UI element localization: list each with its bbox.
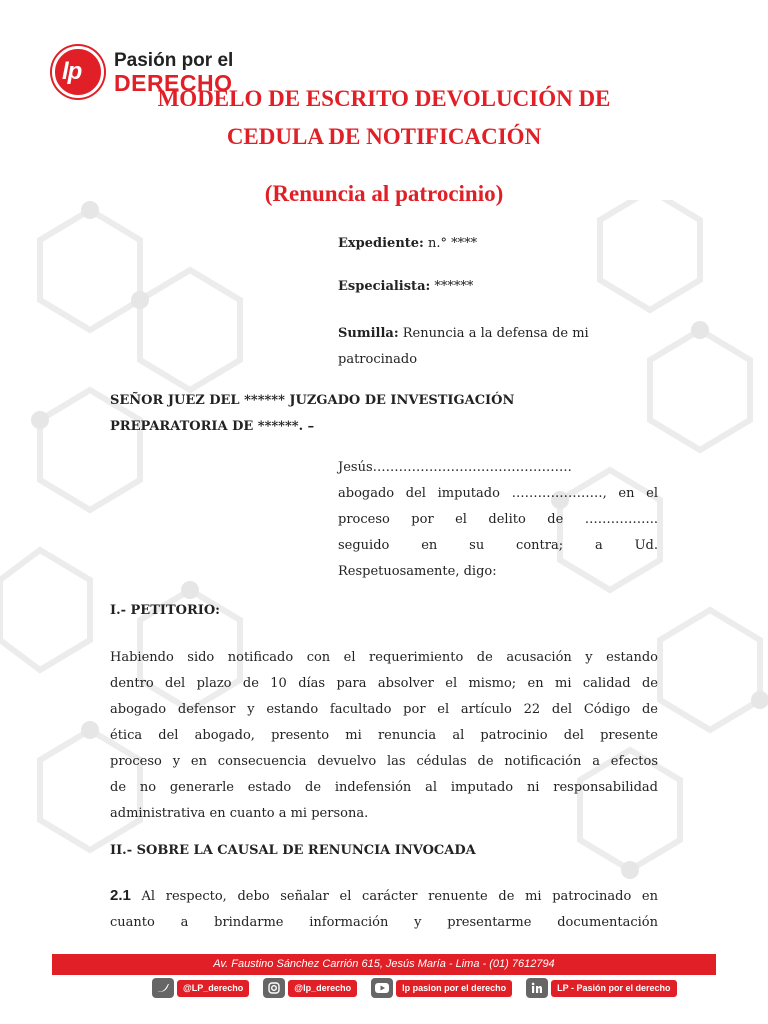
footer-social-links — [152, 978, 671, 998]
lp-logo — [52, 44, 242, 100]
paragraph-line: administrativa en cuanto a mi persona. — [110, 806, 369, 821]
instagram-icon — [263, 978, 285, 998]
social-linkedin-label: LP - Pasión por el derecho — [551, 980, 676, 997]
social-instagram-label: @lp_derecho — [288, 980, 357, 997]
paragraph-line-numbered — [110, 883, 658, 910]
paragraph-number: 2.1 — [110, 887, 131, 904]
especialista-value: ****** — [430, 279, 474, 294]
section-heading-petitorio: I.- PETITORIO: — [110, 603, 220, 618]
social-youtube-label: lp pasion por el derecho — [396, 980, 512, 997]
intro-line: proceso por el delito de …………….. — [338, 512, 658, 527]
addressee-line2: PREPARATORIA DE ******. – — [110, 419, 315, 434]
meta-sumilla — [338, 321, 638, 373]
intro-line: abogado del imputado …………………, en el — [338, 486, 658, 501]
logo-initials: lp — [62, 58, 82, 85]
sumilla-value: Renuncia a la defensa de mi patrocinado — [338, 326, 589, 367]
logo-badge — [52, 46, 104, 98]
social-linkedin[interactable] — [526, 978, 676, 998]
especialista-label: Especialista: — [338, 279, 431, 294]
intro-block — [338, 455, 658, 585]
sumilla-label: Sumilla: — [338, 326, 399, 341]
footer-address-bar: Av. Faustino Sánchez Carrión 615, Jesús María - Lima - (01) 7612794 — [52, 954, 716, 975]
meta-expediente — [338, 236, 477, 251]
paragraph-line: de no generarle estado de indefensión al imputado ni responsabilidad — [110, 780, 658, 795]
section-paragraph-petitorio — [110, 645, 658, 827]
expediente-label: Expediente: — [338, 236, 424, 251]
paragraph-line: proceso y en consecuencia devuelvo las cédulas de notificación a efectos — [110, 754, 658, 769]
social-twitter-label: @LP_derecho — [177, 980, 249, 997]
logo-text-line1: Pasión por el — [114, 50, 234, 71]
expediente-value: n.° **** — [423, 236, 478, 251]
section-heading-causal: II.- SOBRE LA CAUSAL DE RENUNCIA INVOCADA — [110, 843, 476, 858]
twitter-icon — [152, 978, 174, 998]
document-title-line1: MODELO DE ESCRITO DEVOLUCIÓN DE — [157, 86, 611, 111]
document-subtitle: (Renuncia al patrocinio) — [264, 181, 504, 206]
logo-text-line2: DERECHO — [114, 70, 233, 96]
addressee-line1: SEÑOR JUEZ DEL ****** JUZGADO DE INVESTIGACIÓN — [110, 393, 515, 408]
intro-line: seguido en su contra; a Ud. — [338, 538, 658, 553]
document-title-line2: CEDULA DE NOTIFICACIÓN — [226, 124, 542, 149]
linkedin-icon — [526, 978, 548, 998]
addressee-block — [110, 388, 630, 440]
section-paragraph-causal — [110, 883, 658, 936]
social-youtube[interactable] — [371, 978, 512, 998]
social-twitter[interactable] — [152, 978, 249, 998]
paragraph-line: ética del abogado, presento mi renuncia al patrocinio del presente — [110, 728, 658, 743]
paragraph-line: dentro del plazo de 10 días para absolver el mismo; en mi calidad de — [110, 676, 658, 691]
youtube-icon — [371, 978, 393, 998]
paragraph-line: cuanto a brindarme información y presentarme documentación — [110, 915, 658, 930]
meta-especialista — [338, 279, 473, 294]
social-instagram[interactable] — [263, 978, 357, 998]
paragraph-line-text: Al respecto, debo señalar el carácter renuente de mi patrocinado en — [130, 889, 658, 904]
paragraph-line: abogado defensor y estando facultado por el artículo 22 del Código de — [110, 702, 658, 717]
intro-line: Jesús………………………………………. — [338, 460, 572, 475]
paragraph-line: Habiendo sido notificado con el requerimiento de acusación y estando — [110, 650, 658, 665]
intro-line: Respetuosamente, digo: — [338, 564, 497, 579]
